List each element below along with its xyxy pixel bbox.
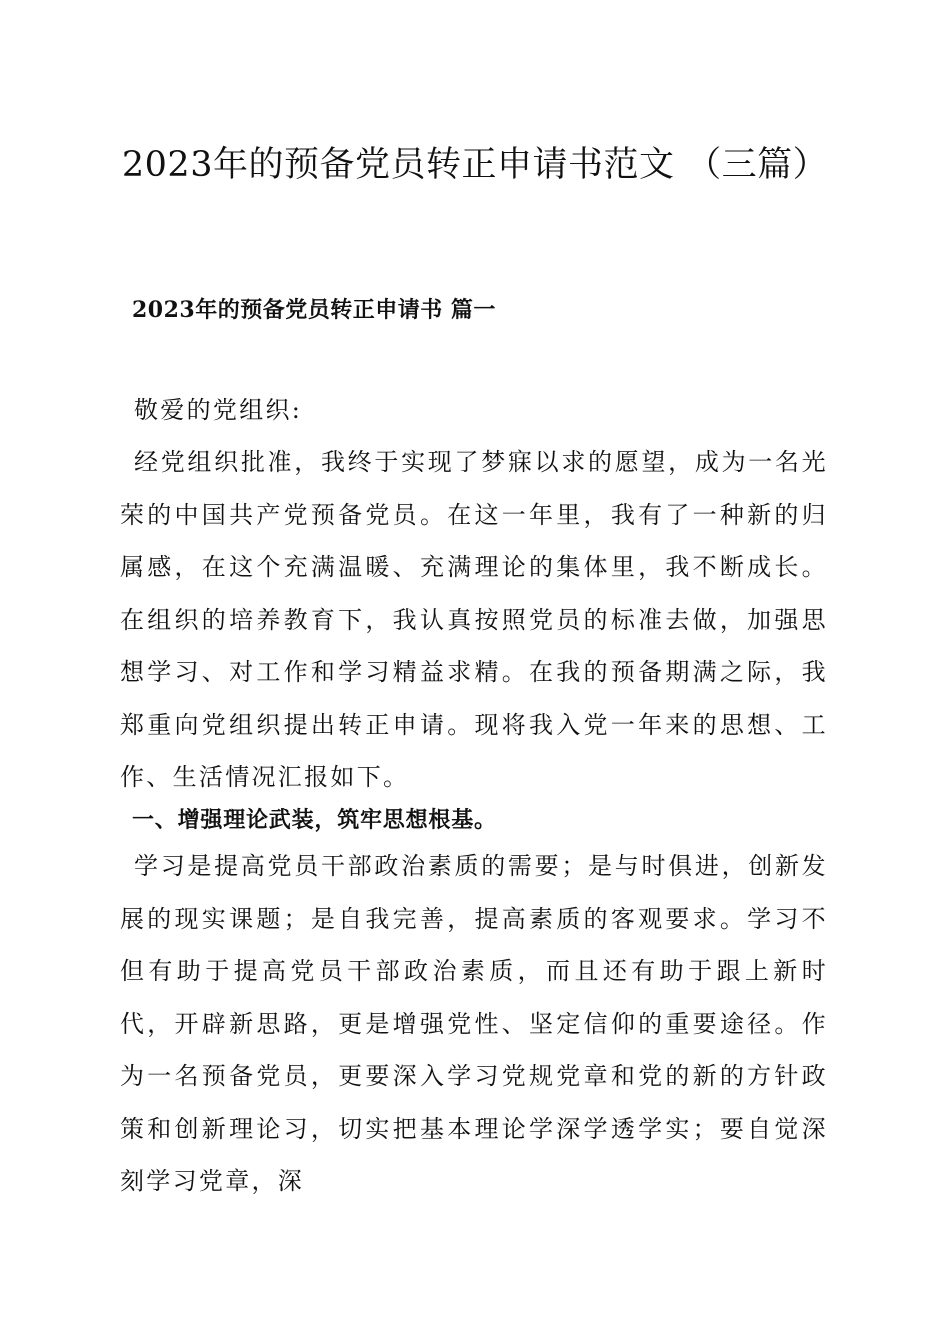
section-title: 2023年的预备党员转正申请书 篇一 (132, 297, 496, 323)
document-title: 2023年的预备党员转正申请书范文 （三篇） (121, 145, 829, 185)
heading-1: 一、增强理论武装，筑牢思想根基。 (132, 807, 497, 833)
salutation: 敬爱的党组织: (134, 396, 303, 424)
paragraph-1: 经党组织批准，我终于实现了梦寐以求的愿望，成为一名光荣的中国共产党预备党员。在这一年里，我有了一种新的归属感，在这个充满温暖、充满理论的集体里，我不断成长。在组织的培养教育下，我认真按照党员的标准去做，加强思想学习、对工作和学习精益求精。在我的预备期满之际，我郑重向党组织提出转正申请。现将我入党一年来的思想、工作、生活情况汇报如下。 (120, 448, 828, 791)
paragraph-2: 学习是提高党员干部政治素质的需要；是与时俱进，创新发展的现实课题；是自我完善，提高素质的客观要求。学习不但有助于提高党员干部政治素质，而且还有助于跟上新时代，开辟新思路，更是增强党性、坚定信仰的重要途径。作为一名预备党员，更要深入学习党规党章和党的新的方针政策和创新理论习，切实把基本理论学深学透学实；要自觉深刻学习党章，深 (120, 852, 828, 1195)
